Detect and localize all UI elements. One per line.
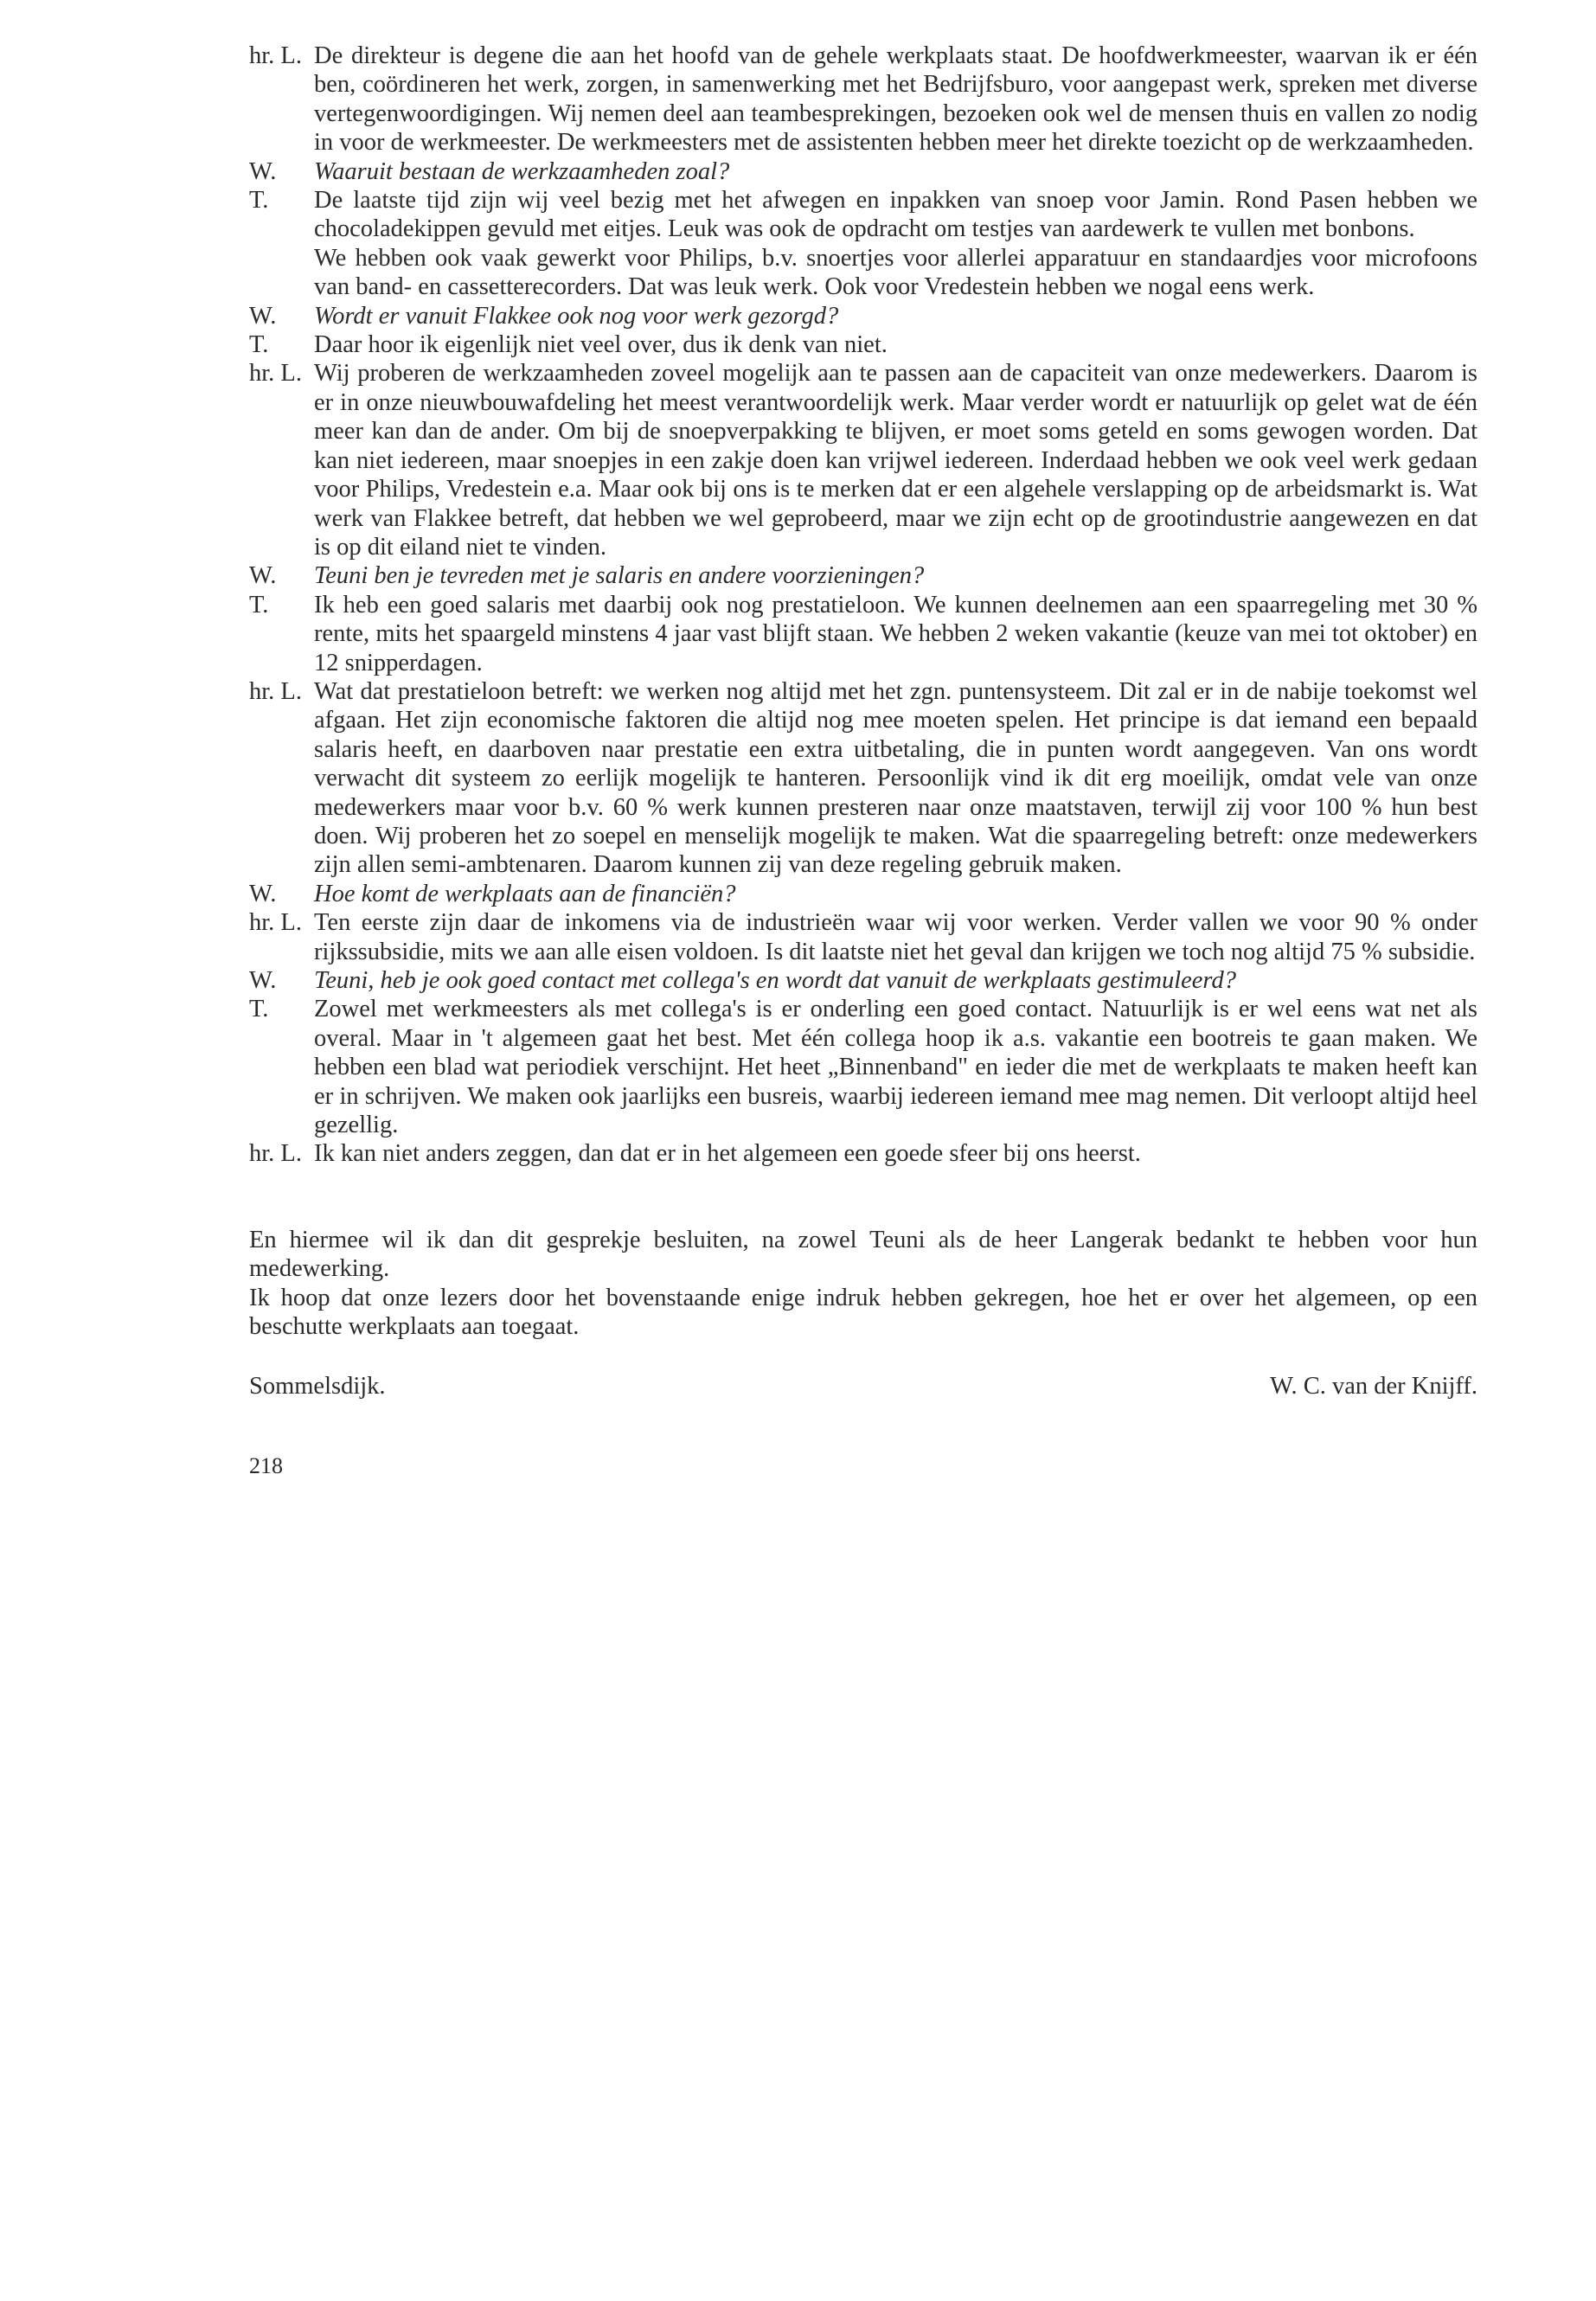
closing-paragraph: En hiermee wil ik dan dit gesprekje besluiten, na zowel Teuni als de heer Langerak bedankt te hebben voor hun medewerking. bbox=[249, 1226, 1477, 1283]
interview-transcript bbox=[249, 42, 1477, 1169]
section-gap bbox=[249, 1169, 1477, 1226]
turn-text: Wordt er vanuit Flakkee ook nog voor werk gezorgd? bbox=[314, 302, 839, 330]
closing-section bbox=[249, 1226, 1477, 1342]
interview-answer bbox=[249, 359, 1477, 561]
interview-question bbox=[249, 302, 1477, 330]
interview-question bbox=[249, 157, 1477, 186]
turn-text: Teuni, heb je ook goed contact met collega's en wordt dat vanuit de werkplaats gestimuleerd? bbox=[314, 967, 1236, 994]
speaker-label: W. bbox=[249, 157, 277, 185]
signature-line bbox=[249, 1372, 1477, 1400]
interview-answer bbox=[249, 908, 1477, 966]
speaker-label: hr. L. bbox=[249, 909, 302, 937]
interview-question bbox=[249, 561, 1477, 590]
turn-text: Ten eerste zijn daar de inkomens via de industrieën waar wij voor werken. Verder vallen we voor 90 % onder rijkssubsidie, mits we aan alle eisen voldoen. Is dit laatste niet het geval dan krijgen we toch nog altijd 75 % subsidie. bbox=[314, 909, 1477, 965]
interview-answer bbox=[249, 591, 1477, 677]
interview-answer bbox=[249, 244, 1477, 302]
speaker-label: T. bbox=[249, 591, 269, 619]
interview-question bbox=[249, 966, 1477, 995]
signature-place: Sommelsdijk. bbox=[249, 1373, 386, 1400]
turn-text: Waaruit bestaan de werkzaamheden zoal? bbox=[314, 157, 730, 185]
turn-text: Hoe komt de werkplaats aan de financiën? bbox=[314, 880, 736, 907]
speaker-label: hr. L. bbox=[249, 677, 302, 705]
interview-answer bbox=[249, 42, 1477, 157]
interview-answer bbox=[249, 995, 1477, 1139]
speaker-label: W. bbox=[249, 302, 277, 330]
speaker-label: W. bbox=[249, 967, 277, 994]
turn-text: Teuni ben je tevreden met je salaris en andere voorzieningen? bbox=[314, 562, 925, 590]
turn-text: Ik kan niet anders zeggen, dan dat er in het algemeen een goede sfeer bij ons heerst. bbox=[314, 1140, 1141, 1168]
turn-text: De laatste tijd zijn wij veel bezig met het afwegen en inpakken van snoep voor Jamin. Rond Pasen hebben we chocoladekippen gevuld met eitjes. Leuk was ook de opdracht om testjes van aardewerk te vullen met bonbons. bbox=[314, 187, 1477, 243]
turn-text: Zowel met werkmeesters als met collega's is er onderling een goed contact. Natuurlijk is er wel eens wat net als overal. Maar in 't algemeen gaat het best. Met één collega hoop ik a.s. vakantie een bootreis te gaan maken. We hebben een blad wat periodiek verschijnt. Het heet „Binnenband" en ieder die met de werkplaats te maken heeft kan er in schrijven. We maken ook jaarlijks een busreis, waarbij iedereen iemand mee mag nemen. Dit verloopt altijd heel gezellig. bbox=[314, 996, 1477, 1139]
turn-text: Daar hoor ik eigenlijk niet veel over, dus ik denk van niet. bbox=[314, 331, 888, 359]
turn-text: Wat dat prestatieloon betreft: we werken nog altijd met het zgn. puntensysteem. Dit zal er in de nabije toekomst wel afgaan. Het zijn economische faktoren die altijd nog mee moeten spelen. Het principe is dat iemand een bepaald salaris heeft, en daarboven naar prestatie een extra uitbetaling, die in punten wordt aangegeven. Van ons wordt verwacht dit systeem zo eerlijk mogelijk te hanteren. Persoonlijk vind ik dit erg moeilijk, omdat vele van onze medewerkers maar voor b.v. 60 % werk kunnen presteren naar onze maatstaven, terwijl zij voor 100 % hun best doen. Wij proberen het zo soepel en menselijk mogelijk te maken. Wat die spaarregeling betreft: onze medewerkers zijn allen semi-ambtenaren. Daarom kunnen zij van deze regeling gebruik maken. bbox=[314, 677, 1477, 879]
page-number: 218 bbox=[249, 1452, 283, 1478]
page-content bbox=[249, 42, 1477, 1479]
speaker-label: W. bbox=[249, 880, 277, 907]
turn-text: Ik heb een goed salaris met daarbij ook nog prestatieloon. We kunnen deelnemen aan een spaarregeling met 30 % rente, mits het spaargeld minstens 4 jaar vast blijft staan. We hebben 2 weken vakantie (keuze van mei tot oktober) en 12 snipperdagen. bbox=[314, 591, 1477, 676]
interview-answer bbox=[249, 677, 1477, 880]
speaker-label: hr. L. bbox=[249, 360, 302, 388]
interview-answer bbox=[249, 330, 1477, 359]
turn-text: We hebben ook vaak gewerkt voor Philips, b.v. snoertjes voor allerlei apparatuur en standaardjes voor microfoons van band- en cassetterecorders. Dat was leuk werk. Ook voor Vredestein hebben we nogal eens werk. bbox=[314, 244, 1477, 301]
speaker-label: T. bbox=[249, 331, 269, 359]
interview-question bbox=[249, 880, 1477, 908]
turn-text: Wij proberen de werkzaamheden zoveel mogelijk aan te passen aan de capaciteit van onze medewerkers. Daarom is er in onze nieuwbouwafdeling het meest verantwoordelijk werk. Maar verder wordt er natuurlijk op gelet wat de één meer kan dan de ander. Om bij de snoepverpakking te blijven, er moet soms geteld en soms gewogen worden. Dat kan niet iedereen, maar snoepjes in een zakje doen kan vrijwel iedereen. Inderdaad hebben we ook veel werk gedaan voor Philips, Vredestein e.a. Maar ook bij ons is te merken dat er een algehele verslapping op de arbeidsmarkt is. Wat werk van Flakkee betreft, dat hebben we wel geprobeerd, maar we zijn echt op de grootindustrie aangewezen en dat is op dit eiland niet te vinden. bbox=[314, 360, 1477, 561]
speaker-label: T. bbox=[249, 187, 269, 215]
speaker-label: hr. L. bbox=[249, 42, 302, 69]
turn-text: De direkteur is degene die aan het hoofd van de gehele werkplaats staat. De hoofdwerkmeester, waarvan ik er één ben, coördineren het werk, zorgen, in samenwerking met het Bedrijfsburo, voor aangepast werk, spreken met diverse vertegenwoordigingen. Wij nemen deel aan teambesprekingen, bezoeken ook wel de mensen thuis en vallen zo nodig in voor de werkmeester. De werkmeesters met de assistenten hebben meer het direkte toezicht op de werkzaamheden. bbox=[314, 42, 1477, 157]
interview-answer bbox=[249, 186, 1477, 244]
signature-author: W. C. van der Knijff. bbox=[1270, 1373, 1477, 1400]
speaker-label: W. bbox=[249, 562, 277, 590]
speaker-label: T. bbox=[249, 996, 269, 1023]
interview-answer bbox=[249, 1139, 1477, 1168]
closing-paragraph: Ik hoop dat onze lezers door het bovenstaande enige indruk hebben gekregen, hoe het er over het algemeen, op een beschutte werkplaats aan toegaat. bbox=[249, 1284, 1477, 1341]
speaker-label: hr. L. bbox=[249, 1140, 302, 1168]
